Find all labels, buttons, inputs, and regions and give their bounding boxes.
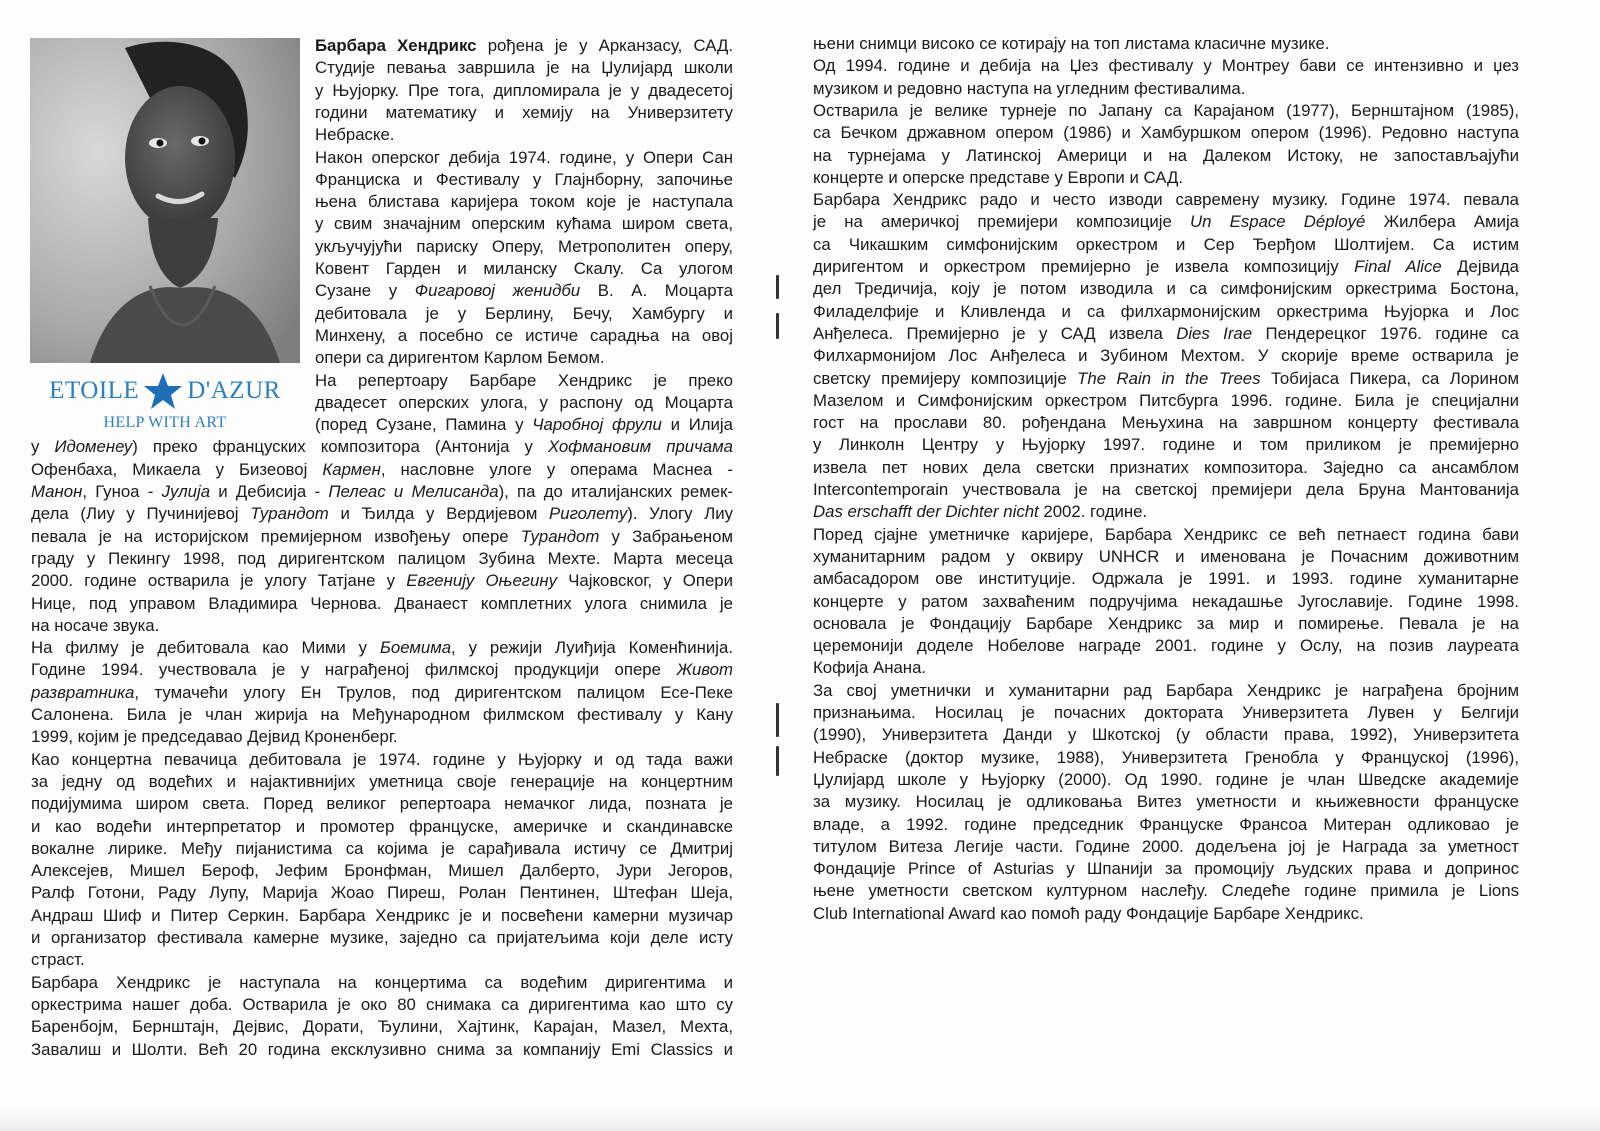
text-line: у Њујорку. Пре тога, дипломирала је у двадесетој (315, 80, 733, 100)
text-line: певала је на историјском премијерном извођењу опере Турандот у Забрањеном (31, 526, 733, 546)
text-line: за музику. Носилац је одликовања Витез уметности и књижевности француске (813, 792, 1519, 812)
text-line: Алексејев, Мишел Бероф, Јефим Бронфман, Мишел Далберто, Јури Јегоров, (31, 861, 733, 881)
right-page (790, 0, 1600, 1131)
text-line: Ковент Гарден и миланску Скалу. Са улогом (315, 259, 733, 278)
text-line: титулом Витеза Легије части. Године 2000. додељена јој је Награда за уметност (813, 836, 1519, 856)
text-line: Небраске. (315, 125, 395, 145)
text-line: Минхену, а посебно се истиче сарадња на овој (315, 325, 733, 345)
logo-tagline: HELP WITH ART (103, 414, 227, 431)
text-line: Барбара Хендрикс радо и често изводи савремену музику. Године 1974. певала (813, 190, 1519, 210)
page-edge-shadow (0, 1103, 790, 1131)
text-line: Нице, под управом Владимира Чернова. Дванаест комплетних улога снимила је (31, 593, 733, 613)
page-edge-shadow (790, 1103, 1600, 1131)
text-line: двадесет оперских улога, у распону од Моцарта (315, 392, 733, 412)
text-line: На филму је дебитовала као Мими у Боемима, у режији Луиђија Коменћинија. (31, 638, 733, 658)
text-line: и као водећи интерпретатор и промотер француске, америчке и скандинавске (31, 816, 733, 836)
text-line: вокалне лирике. Међу пијанистима са којима је сарађивала истичу се Дмитриј (31, 838, 733, 858)
text-line: на турнејама у Латинској Америци и на Далеком Истоку, не запостављајући (813, 145, 1519, 165)
text-line: светску премијеру композиције The Rain in the Trees Тобијаса Пикера, са Лорином (813, 368, 1519, 388)
text-line: Манон, Гуноа - Јулија и Дебисија - Пелеас и Мелисанда), па до италијанских ремек- (31, 482, 734, 501)
left-page (0, 0, 790, 1131)
text-line: На репертоару Барбаре Хендрикс је преко (315, 370, 733, 390)
portrait-photo (30, 38, 300, 363)
text-line: страст. (31, 950, 85, 970)
etoile-dazur-logo (30, 370, 300, 440)
text-line: концерте и оперске представе у Европи и САД. (813, 167, 1184, 187)
text-line: подијумима широм света. Поред великог репертоара немачког лида, позната је (31, 794, 733, 814)
text-line: (поред Сузане, Памина у Чаробној фрули и Илија (315, 415, 733, 435)
text-line: Анђелеса. Премијерно је у САД извела Dies Irae Пендерецког 1976. године са (813, 323, 1520, 343)
text-line: Филхармонијом Лос Анђелеса и Зубином Мехтом. У скорије време остварила је (813, 346, 1519, 366)
text-line: за једну од водећих и најактивнијих уметница своје генерације на концертним (31, 771, 733, 791)
text-line: дебитовала је у Берлину, Бечу, Хамбургу и (315, 303, 733, 323)
logo-word-right: D'AZUR (187, 377, 281, 404)
text-line: Поред сјајне уметничке каријере, Барбара Хендрикс се већ петнаест година бави (813, 524, 1519, 544)
text-line: Након оперског дебија 1974. године, у Опери Сан (315, 147, 733, 167)
text-line: Студије певања завршила је на Џулијард школи (315, 58, 733, 78)
text-line: основала је Фондацију Барбаре Хендрикс за мир и помирење. Певала је на (813, 613, 1519, 633)
text-line: (1990), Универзитета Данди у Шкотској (у области права, 1992), Универзитета (813, 725, 1519, 745)
text-line: Сузане у Фигаровој женидби В. А. Моцарта (315, 281, 733, 301)
fold-mark (776, 275, 779, 299)
text-line: Као концертна певачица дебитовала је 1974. године у Њујорку и од тада важи (31, 749, 733, 769)
text-line: укључујући париску Оперу, Метрополитен оперу, (315, 236, 733, 256)
text-line: у Линколн Центру у Њујорку 1997. године и том приликом је премијерно (813, 435, 1519, 455)
text-line: диригентом и оркестром премијерно је извела композицију Final Alice Дејвида (813, 257, 1519, 276)
text-line: Intercontemporain учествовала је на светској премијери дела Бруна Мантованија (813, 480, 1519, 499)
star-icon (143, 371, 183, 411)
text-line: дел Тредичија, коју је потом изводила и са симфонијским оркестрима Бостона, (813, 279, 1519, 299)
text-line: Club International Award као помоћ раду Фондације Барбаре Хендрикс. (813, 903, 1364, 923)
text-line: њени снимци високо се котирају на топ листама класичне музике. (813, 34, 1330, 53)
text-line: Фондације Prince of Asturias у Шпанији за промоцију људских права и допринос (813, 859, 1519, 879)
text-line: извела пет нових дела светски признатих композитора. Заједно са ансамблом (813, 457, 1519, 477)
text-line: концерте у ратом захваћеним подручјима некадашње Југославије. Године 1998. (813, 591, 1519, 611)
fold-mark (776, 313, 779, 339)
portrait-image (30, 38, 300, 363)
text-line: оркестрима нашег доба. Остварила је око 80 снимака са диригентима као што су (31, 994, 733, 1014)
text-line: у свим значајним оперским кућама широм света, (315, 214, 733, 234)
text-line: Ралф Готони, Раду Лупу, Марија Жоао Пиреш, Ролан Пентинен, Штефан Шеја, (31, 883, 733, 903)
text-line: Das erschafft der Dichter nicht 2002. године. (813, 502, 1148, 522)
text-line: церемонији доделе Нобелове награде 2001. године у Ослу, на позив лауреата (813, 636, 1519, 656)
text-line: Барбара Хендрикс је наступала на концертима са водећим диригентима и (31, 972, 733, 992)
fold-mark (776, 746, 779, 776)
text-line: опери са диригентом Карлом Бемом. (315, 348, 605, 368)
text-line: њене уметности светском културном наслеђу. Следеће године примила је Lions (813, 881, 1519, 901)
text-line: Франциска и Фестивалу у Глајнборну, започиње (315, 169, 733, 189)
text-line: и организатор фестивала камерне музике, заједно са пријатељима који деле исту (31, 928, 733, 947)
text-line: граду у Пекингу 1998, под диригентском палицом Зубина Мехте. Марта месеца (31, 548, 733, 568)
text-line: За свој уметнички и хуманитарни рад Барбара Хендрикс је награђена бројним (813, 680, 1519, 700)
text-line: владе, а 1992. године председник Француске Франсоа Митеран одликовао је (813, 814, 1519, 834)
text-line: гост на прослави 80. рођендана Мењухина на завршном концерту фестивала (813, 413, 1519, 433)
text-line: Џулијард школе у Њујорку (2000). Од 1990. године је члан Шведске академије (813, 769, 1519, 789)
text-line: развратника, тумачећи улогу Ен Трулов, под диригентском палицом Есе-Пеке (31, 682, 733, 702)
text-line: Офенбаха, Микаела у Бизеовој Кармен, насловне улоге у операма Маснеа - (31, 459, 733, 479)
logo-word-left: ETOILE (49, 377, 140, 404)
text-line: амбасадором ове институције. Одржала је 1991. и 1993. године хуманитарне (813, 569, 1519, 589)
text-line: Године 1994. учествовала је у награђеној филмској продукцији опере Живот (31, 660, 733, 680)
text-line: Завалиш и Шолти. Већ 20 година ексклузивно снима за компанију Emi Classics и (31, 1039, 733, 1059)
text-line: музиком и редовно наступа на угледним фестивалима. (813, 78, 1246, 98)
text-line: Од 1994. године и дебија на Џез фестивалу у Монтреу бави се интензивно и џез (813, 56, 1519, 76)
text-line: је на америчкој премијери композиције Un Espace Déployé Жилбера Амија (813, 212, 1520, 232)
text-line: Салонена. Била је члан жирија на Међународном филмском фестивалу у Кану (31, 705, 733, 724)
text-line: Барбара Хендрикс рођена је у Арканзасу, САД. (315, 36, 733, 55)
text-line: дела (Лиу у Пучинијевој Турандот и Ђилда у Вердијевом Риголету). Улогу Лиу (31, 504, 733, 524)
text-line: Андраш Шиф и Питер Серкин. Барбара Хендрикс је и посвећени камерни музичар (31, 905, 733, 925)
text-line: 1999, којим је председавао Дејвид Кроненберг. (31, 727, 398, 747)
text-line: Мазелом и Симфонијским оркестром Питсбурга 1996. године. Била је специјални (813, 390, 1519, 410)
text-line: Филаделфије и Кливленда и са филхармонијским оркестрима Њујорка и Лос (813, 301, 1519, 321)
text-line: Баренбојм, Бернштајн, Дејвис, Дорати, Ђулини, Хајтинк, Карајан, Мазел, Мехта, (31, 1017, 733, 1037)
text-line: у Идоменеу) преко француских композитора (Антонија у Хофмановим причама (31, 437, 733, 457)
text-line: њена блистава каријера током које је наступала (315, 192, 733, 212)
text-line: Кофија Анана. (813, 658, 927, 678)
text-line: на носаче звука. (31, 615, 160, 635)
fold-mark (776, 703, 779, 737)
text-line: Остварила је велике турнеје по Јапану са Карајаном (1977), Бернштајном (1985), (813, 100, 1519, 120)
text-line: са Бечком државном опером (1986) и Хамбуршком опером (1996). Редовно наступа (813, 123, 1519, 143)
text-line: са Чикашким симфонијским оркестром и Сер Ђерђом Шолтијем. Са истим (813, 234, 1519, 254)
text-line: Небраске (доктор музике, 1988), Универзитета Гренобла у Француској (1996), (813, 747, 1519, 767)
text-line: хуманитарним радом у оквиру UNHCR и именована је Почасним доживотним (813, 546, 1519, 566)
text-line: 2000. године остварила је улогу Татјане у Евгенију Оњегину Чајковског, у Опери (31, 571, 733, 591)
text-line: години математику и хемију на Универзитету (315, 102, 733, 122)
text-line: признањима. Носилац је почасних доктората Универзитета Лувен у Белгији (813, 703, 1519, 722)
